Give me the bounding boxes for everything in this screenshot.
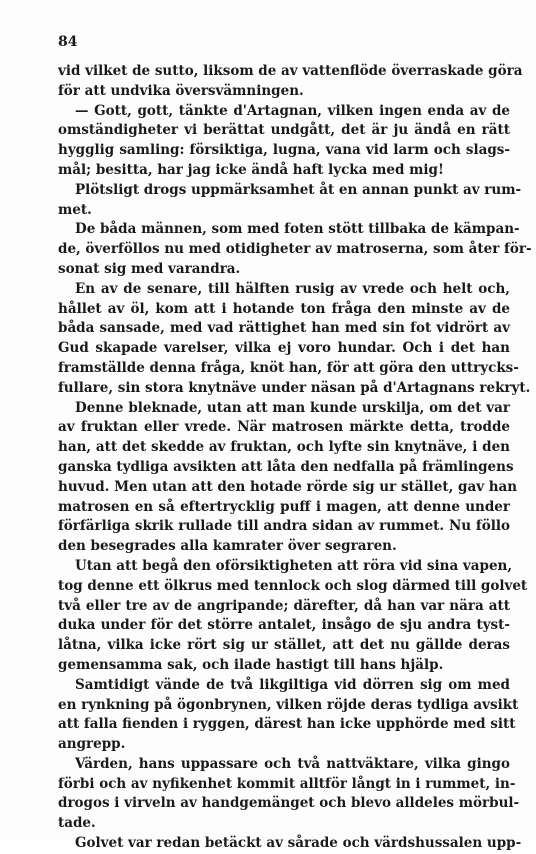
- text-line: huvud. Men utan att den hotade rörde sig ur stället, gav han: [58, 478, 518, 495]
- text-line: gemensamma sak, och ilade hastigt till hans hjälp.: [58, 656, 444, 673]
- text-line: Denne bleknade, utan att man kunde urskilja, om det var: [75, 399, 510, 416]
- text-line: omständigheter vi berättat undgått, det är ju ändå en rätt: [58, 122, 510, 139]
- text-line: Plötsligt drogs uppmärksamhet åt en annan punkt av rum-: [75, 181, 522, 198]
- text-line: hållet av öl, kom att i hotande ton fråga den minste av de: [58, 300, 510, 317]
- text-line: han, att det skedde av fruktan, och lyfte sin knytnäve, i den: [58, 439, 510, 456]
- text-line: En av de senare, till hälften rusig av vrede och helt och,: [75, 280, 510, 297]
- text-line: met.: [58, 201, 92, 218]
- body-text: [58, 62, 532, 854]
- text-line: tog denne ett ölkrus med tennlock och slog därmed till golvet: [58, 577, 528, 594]
- text-line: Utan att begå den oförsiktigheten att röra vid sina vapen,: [75, 557, 513, 574]
- text-line: matrosen en så eftertrycklig puff i magen, att denne under: [58, 498, 510, 515]
- text-line: — Gott, gott, tänkte d'Artagnan, vilken ingen enda av de: [75, 102, 510, 119]
- text-line: de, överföllos nu med otidigheter av matroserna, som åter för-: [58, 241, 532, 258]
- text-line: av fruktan eller vrede. När matrosen märkte detta, trodde: [58, 419, 510, 436]
- text-line: Värden, hans uppassare och två nattväktare, vilka gingo: [75, 755, 510, 772]
- text-line: låtna, vilka icke rört sig ur stället, att det nu gällde deras: [58, 637, 510, 654]
- text-line: för att undvika översvämningen.: [58, 82, 304, 99]
- text-line: vid vilket de sutto, liksom de av vattenflöde överraskade göra: [58, 63, 523, 79]
- text-line: duka under för det större antalet, insågo de sju andra tyst-: [58, 617, 510, 634]
- text-line: hygglig samling: försiktiga, lugna, vana vid larm och slags-: [58, 142, 510, 159]
- page-number: 84: [58, 34, 78, 50]
- text-line: den besegrades alla kamrater över segraren.: [58, 538, 397, 555]
- text-line: tade.: [58, 815, 96, 832]
- text-line: Golvet var redan betäckt av sårade och värdshussalen upp-: [75, 835, 522, 852]
- text-line: mål; besitta, har jag icke ändå haft lycka med mig!: [58, 161, 444, 178]
- text-line: Samtidigt vände de två likgiltiga vid dörren sig om med: [75, 676, 510, 693]
- text-line: båda sansade, med vad rättighet han med sin fot vidrört av: [58, 320, 510, 337]
- text-line: en rynkning på ögonbrynen, vilken röjde deras tydliga avsikt: [58, 696, 519, 713]
- text-line: förfärliga skrik rullade till andra sidan av rummet. Nu föllo: [58, 518, 510, 535]
- text-line: Gud skapade varelser, vilka ej voro hundar. Och i det han: [58, 340, 510, 357]
- text-line: ganska tydliga avsikten att låta den nedfalla på främlingens: [58, 458, 514, 475]
- text-line: framställde denna fråga, knöt han, för att göra den uttrycks-: [58, 359, 519, 376]
- text-line: förbi och av nyfikenhet kommit alltför långt in i rummet, in-: [58, 775, 516, 792]
- text-line: två eller tre av de angripande; därefter, då han var nära att: [58, 597, 510, 614]
- text-line: fullare, sin stora knytnäve under näsan på d'Artagnans rekryt.: [58, 379, 531, 396]
- text-line: angrepp.: [58, 736, 126, 753]
- text-line: drogos i virveln av handgemänget och blevo alldeles mörbul-: [58, 795, 520, 812]
- text-line: sonat sig med varandra.: [58, 260, 241, 277]
- text-line: De båda männen, som med foten stött tillbaka de kämpan-: [75, 221, 520, 238]
- text-line: att falla fienden i ryggen, därest han icke upphörde med sitt: [58, 716, 516, 733]
